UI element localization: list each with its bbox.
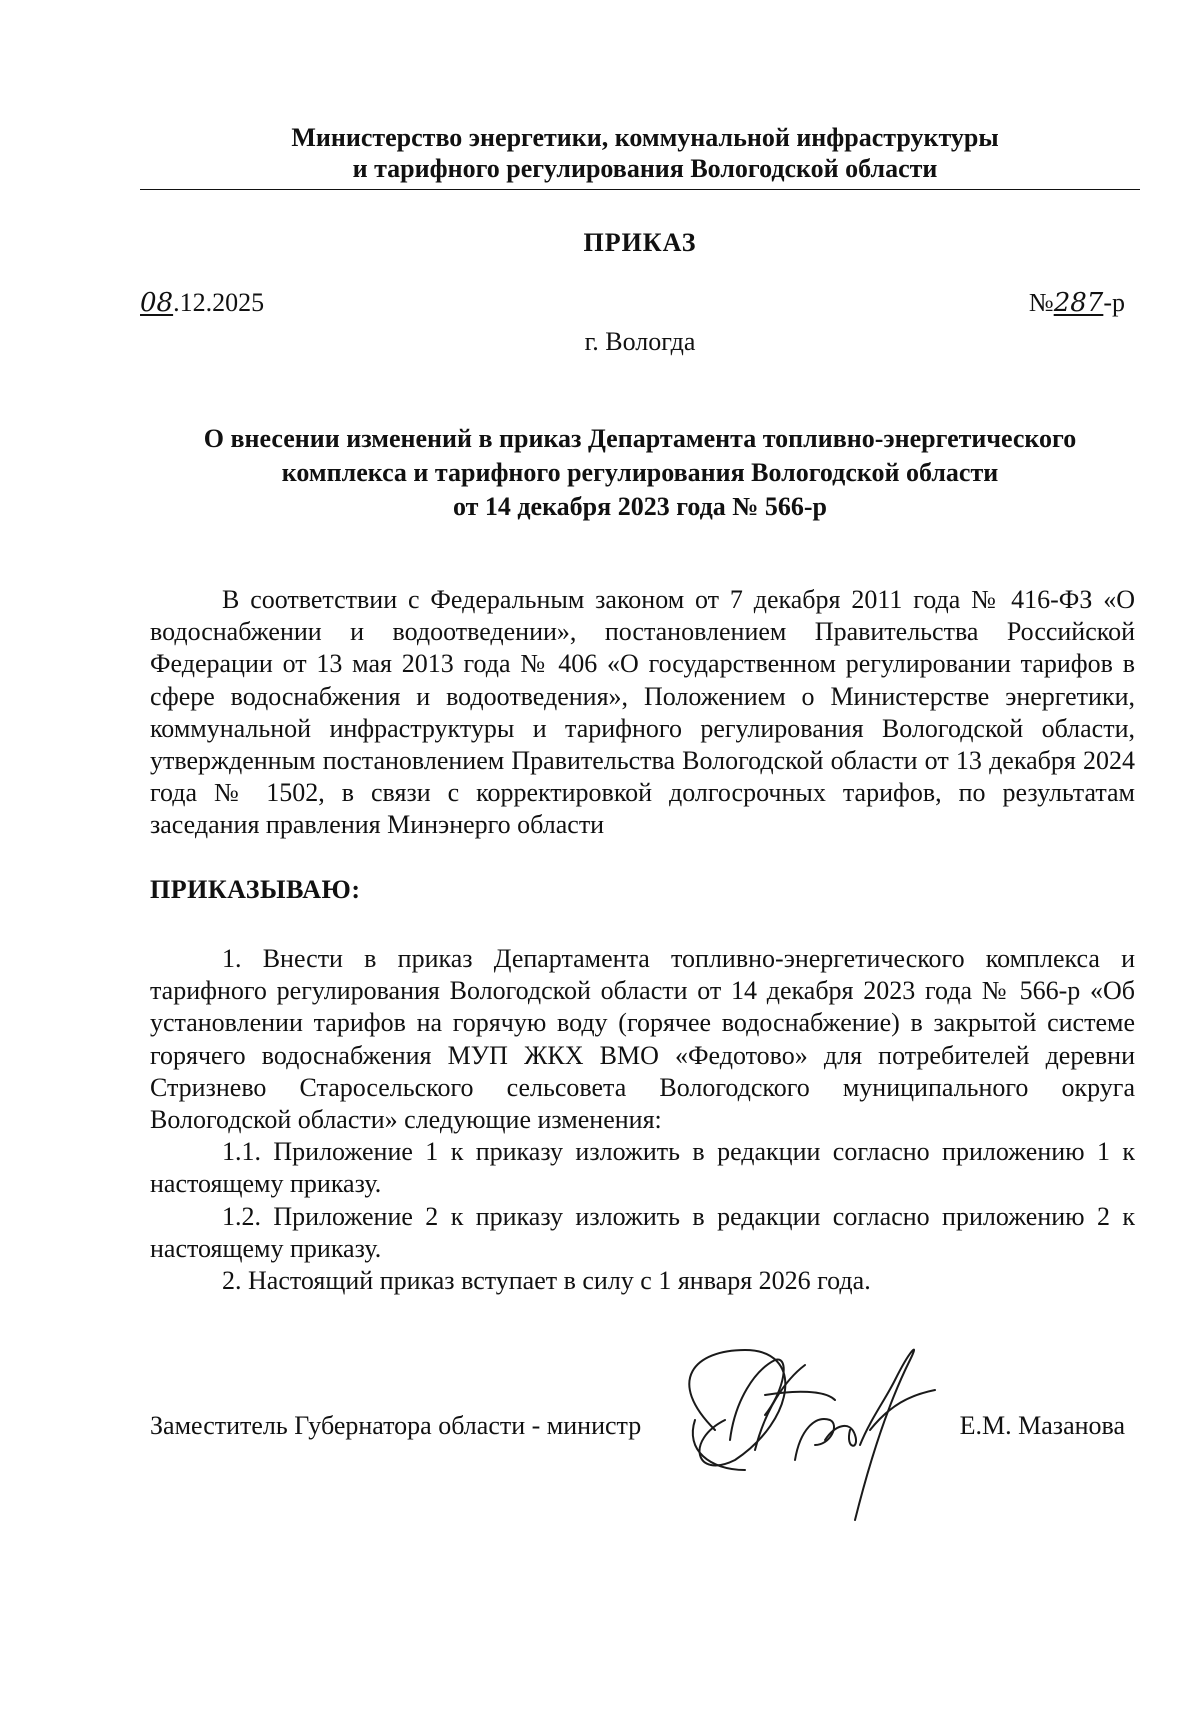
number-prefix: № [1028, 288, 1054, 317]
number-handwritten: 287 [1053, 288, 1104, 318]
document-city: г. Вологда [584, 327, 696, 356]
document-date [140, 288, 264, 318]
ministry-header-line-1: Министерство энергетики, коммунальной инфраструктуры [291, 123, 999, 152]
order-items [150, 943, 1135, 1297]
preamble-paragraph [150, 584, 1135, 842]
order-directive: ПРИКАЗЫВАЮ: [150, 875, 361, 904]
subject-line-1: О внесении изменений в приказ Департамента топливно-энергетического [203, 424, 1077, 453]
document-type-title: ПРИКАЗ [583, 228, 697, 257]
ministry-header [145, 122, 1145, 184]
document-subject [140, 422, 1140, 524]
document-number [1029, 288, 1125, 318]
ministry-header-line-2: и тарифного регулирования Вологодской области [352, 154, 938, 183]
order-item: 1.1. Приложение 1 к приказу изложить в редакции согласно приложению 1 к настоящему приказу. [150, 1137, 1135, 1199]
order-item: 1. Внести в приказ Департамента топливно-энергетического комплекса и тарифного регулирования Вологодской области от 14 декабря 2023 года № 566-р «Об установлении тарифов на горячую воду (горячее водоснабжение) в закрытой системе горячего водоснабжения МУП ЖКХ ВМО «Федотово» для потребителей деревни Стризнево Старосельского сельсовета Вологодского муниципального округа Вологодской области» следующие изменения: [150, 944, 1135, 1135]
preamble-text: В соответствии с Федеральным законом от 7 декабря 2011 года № 416-ФЗ «О водоснабжении и водоотведении», постановлением Правительства Российской Федерации от 13 мая 2013 года № 406 «О государственном регулировании тарифов в сфере водоснабжения и водоотведения», Положением о Министерстве энергетики, коммунальной инфраструктуры и тарифного регулирования Вологодской области, утвержденным постановлением Правительства Вологодской области от 13 декабря 2024 года № 1502, в связи с корректировкой долгосрочных тарифов, по результатам заседания правления Минэнерго области [150, 585, 1135, 840]
signatory-role: Заместитель Губернатора области - министр [150, 1411, 642, 1440]
header-divider [140, 189, 1140, 190]
subject-line-3: от 14 декабря 2023 года № 566-р [452, 492, 828, 521]
order-item: 1.2. Приложение 2 к приказу изложить в редакции согласно приложению 2 к настоящему приказу. [150, 1201, 1135, 1263]
subject-line-2: комплекса и тарифного регулирования Вологодской области [281, 458, 999, 487]
date-month-year: .12.2025 [173, 288, 265, 317]
signatory-name: Е.М. Мазанова [959, 1411, 1125, 1440]
date-day-handwritten: 08 [140, 288, 174, 318]
handwritten-signature [655, 1320, 1005, 1530]
number-suffix: -р [1103, 288, 1125, 317]
order-item: 2. Настоящий приказ вступает в силу с 1 января 2026 года. [222, 1266, 871, 1296]
